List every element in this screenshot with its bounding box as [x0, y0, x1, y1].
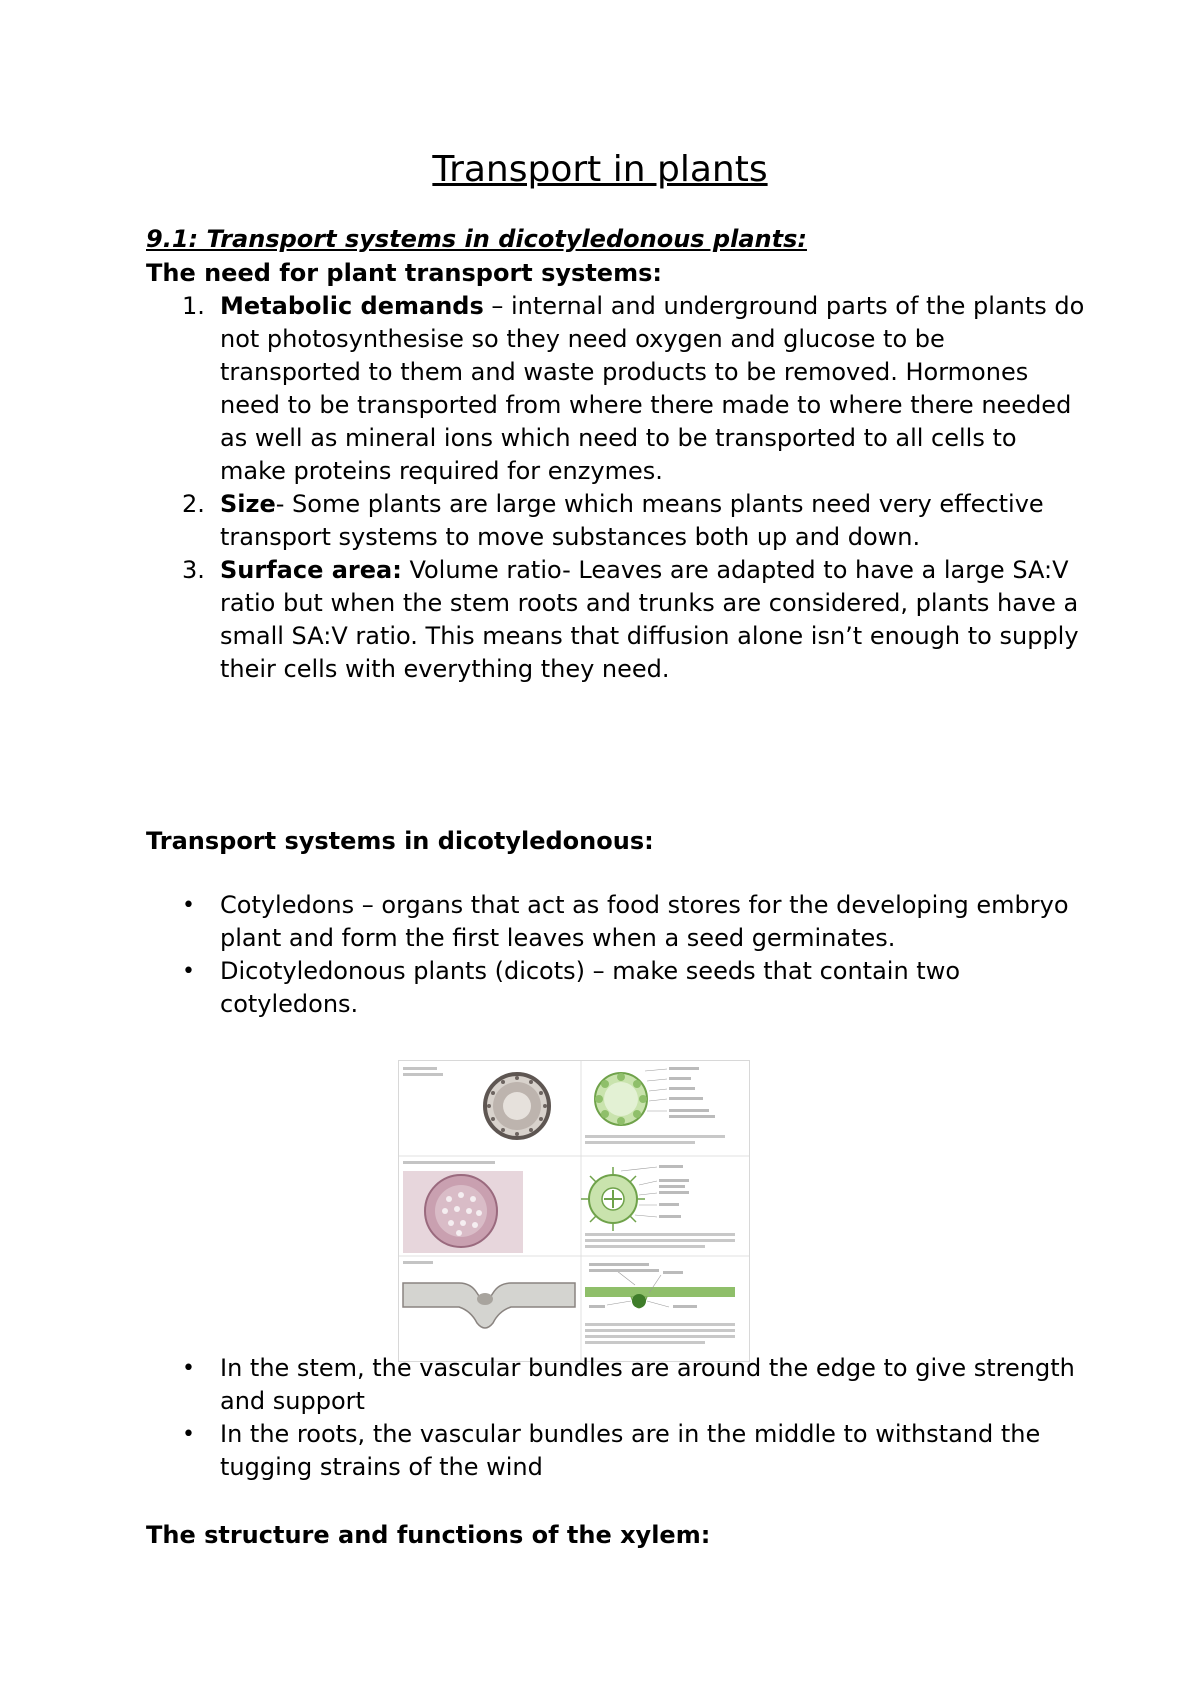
root-diagram: [581, 1165, 735, 1248]
list-item: [146, 1418, 1086, 1484]
list-item: [146, 290, 1086, 488]
xylem-heading: The structure and functions of the xylem:: [146, 1521, 711, 1549]
bullet-icon: •: [182, 893, 195, 918]
list-item: [146, 1352, 1086, 1418]
stem-micrograph: [485, 1074, 549, 1138]
section-heading: 9.1: Transport systems in dicotyledonous plants:: [146, 225, 807, 253]
vascular-list: [146, 1352, 1086, 1484]
list-text: In the stem, the vascular bundles are around the edge to give strength and support: [220, 1354, 1075, 1415]
list-item: [146, 955, 1086, 1021]
list-term: Surface area:: [220, 556, 402, 584]
list-item: [146, 488, 1086, 554]
list-number: 2.: [182, 490, 205, 518]
list-number: 1.: [182, 292, 205, 320]
bullet-icon: •: [182, 1422, 195, 1447]
list-term: Size: [220, 490, 276, 518]
list-term: Metabolic demands: [220, 292, 484, 320]
root-micrograph: [403, 1171, 523, 1253]
list-item: [146, 889, 1086, 955]
stem-diagram: [585, 1067, 725, 1144]
bullet-icon: •: [182, 1356, 195, 1381]
list-text: Cotyledons – organs that act as food stores for the developing embryo plant and form the first leaves when a seed germinates.: [220, 891, 1069, 952]
vascular-bundles-figure: [398, 1060, 750, 1362]
leaf-diagram: [585, 1263, 735, 1344]
list-text: In the roots, the vascular bundles are in the middle to withstand the tugging strains of the wind: [220, 1420, 1041, 1481]
list-item: [146, 554, 1086, 686]
need-list: [146, 290, 1086, 686]
bullet-icon: •: [182, 959, 195, 984]
list-text: Volume ratio- Leaves are adapted to have a large SA:V ratio but when the stem roots and trunks are considered, plants have a small SA:V ratio. This means that diffusion alone isn’t enough to supply their cells with everything they need.: [220, 556, 1079, 683]
list-number: 3.: [182, 556, 205, 584]
leaf-micrograph: [403, 1283, 575, 1328]
cross-section-illustration: [399, 1061, 749, 1361]
list-text: - Some plants are large which means plants need very effective transport systems to move substances both up and down.: [220, 490, 1044, 551]
dicot-list: [146, 889, 1086, 1021]
list-text: Dicotyledonous plants (dicots) – make seeds that contain two cotyledons.: [220, 957, 961, 1018]
dicot-heading: Transport systems in dicotyledonous:: [146, 827, 654, 855]
need-heading: The need for plant transport systems:: [146, 259, 662, 287]
document-title: Transport in plants: [432, 149, 768, 190]
list-text: – internal and underground parts of the plants do not photosynthesise so they need oxygen and glucose to be transported to them and waste products to be removed. Hormones need to be transported from where there made to where there needed as well as mineral ions which need to be transported to all cells to make proteins required for enzymes.: [220, 292, 1085, 485]
